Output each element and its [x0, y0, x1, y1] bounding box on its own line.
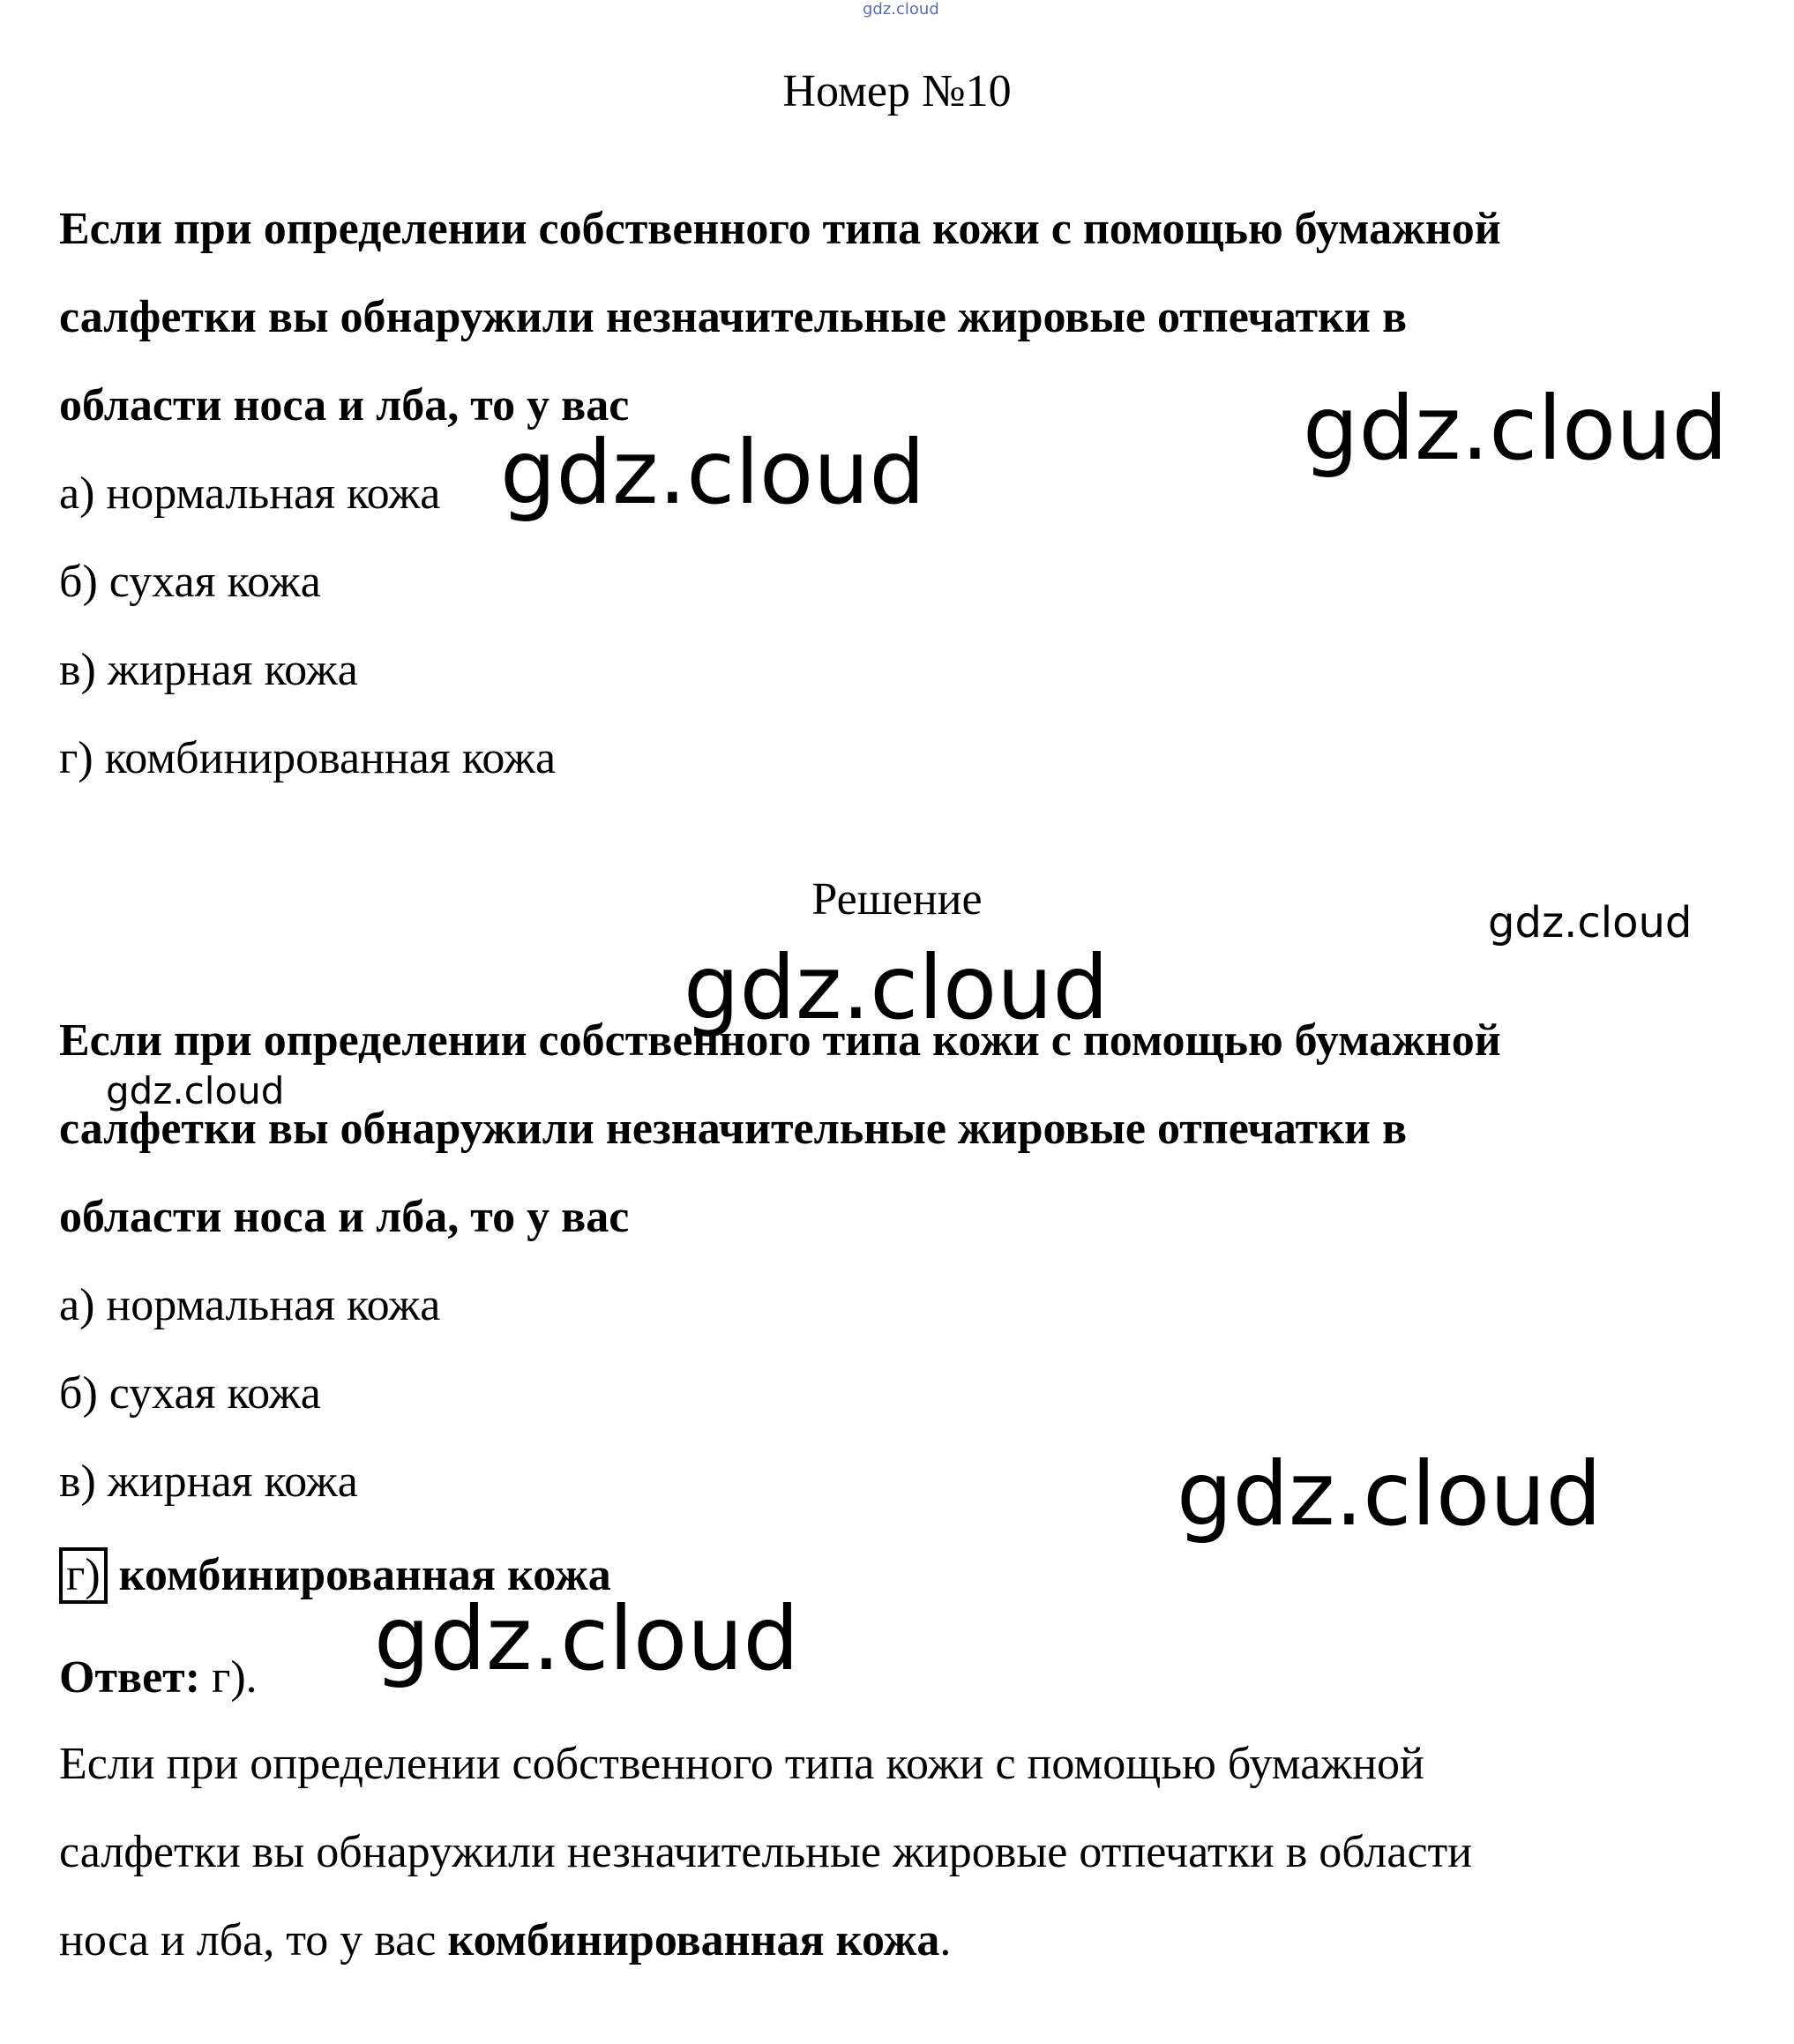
solution-question-line-2: салфетки вы обнаружили незначительные жировые отпечатки в — [59, 1104, 1408, 1154]
solution-option-b: б) сухая кожа — [59, 1368, 321, 1419]
watermark-5: gdz.cloud — [106, 1069, 285, 1112]
watermark-2: gdz.cloud — [500, 421, 926, 524]
explanation-line-3-start: носа и лба, то у вас — [59, 1915, 448, 1965]
watermark-1: gdz.cloud — [1303, 377, 1729, 480]
option-c: в) жирная кожа — [59, 645, 358, 695]
question-line-3: области носа и лба, то у вас — [59, 380, 630, 431]
answer-line — [59, 1651, 258, 1704]
explanation-end: . — [939, 1915, 952, 1965]
watermark-4: gdz.cloud — [684, 936, 1110, 1039]
question-line-1: Если при определении собственного типа кожи с помощью бумажной — [59, 204, 1501, 254]
solution-option-c: в) жирная кожа — [59, 1456, 358, 1507]
answer-label: Ответ: — [59, 1652, 201, 1703]
option-b: б) сухая кожа — [59, 557, 321, 607]
page-title: Номер №10 — [782, 66, 1012, 116]
solution-question-line-3: области носа и лба, то у вас — [59, 1192, 630, 1242]
option-d: г) комбинированная кожа — [59, 733, 557, 783]
explanation-bold: комбинированная кожа — [447, 1915, 940, 1965]
explanation-line-2: салфетки вы обнаружили незначительные жировые отпечатки в области — [59, 1827, 1473, 1877]
watermark-3: gdz.cloud — [1488, 898, 1693, 947]
option-a: а) нормальная кожа — [59, 468, 441, 519]
top-watermark: gdz.cloud — [863, 0, 939, 19]
answer-value: г). — [200, 1652, 258, 1703]
solution-heading: Решение — [811, 874, 983, 925]
solution-option-a: а) нормальная кожа — [59, 1280, 441, 1330]
explanation-line-1: Если при определении собственного типа кожи с помощью бумажной — [59, 1739, 1424, 1789]
explanation-line-3 — [59, 1914, 951, 1967]
selected-option-text: комбинированная кожа — [118, 1550, 611, 1600]
solution-question-line-1: Если при определении собственного типа кожи с помощью бумажной — [59, 1015, 1501, 1066]
watermark-6: gdz.cloud — [1177, 1442, 1603, 1546]
question-line-2: салфетки вы обнаружили незначительные жировые отпечатки в — [59, 292, 1408, 342]
selected-option-box: г) — [59, 1547, 108, 1604]
watermark-7: gdz.cloud — [374, 1587, 800, 1690]
